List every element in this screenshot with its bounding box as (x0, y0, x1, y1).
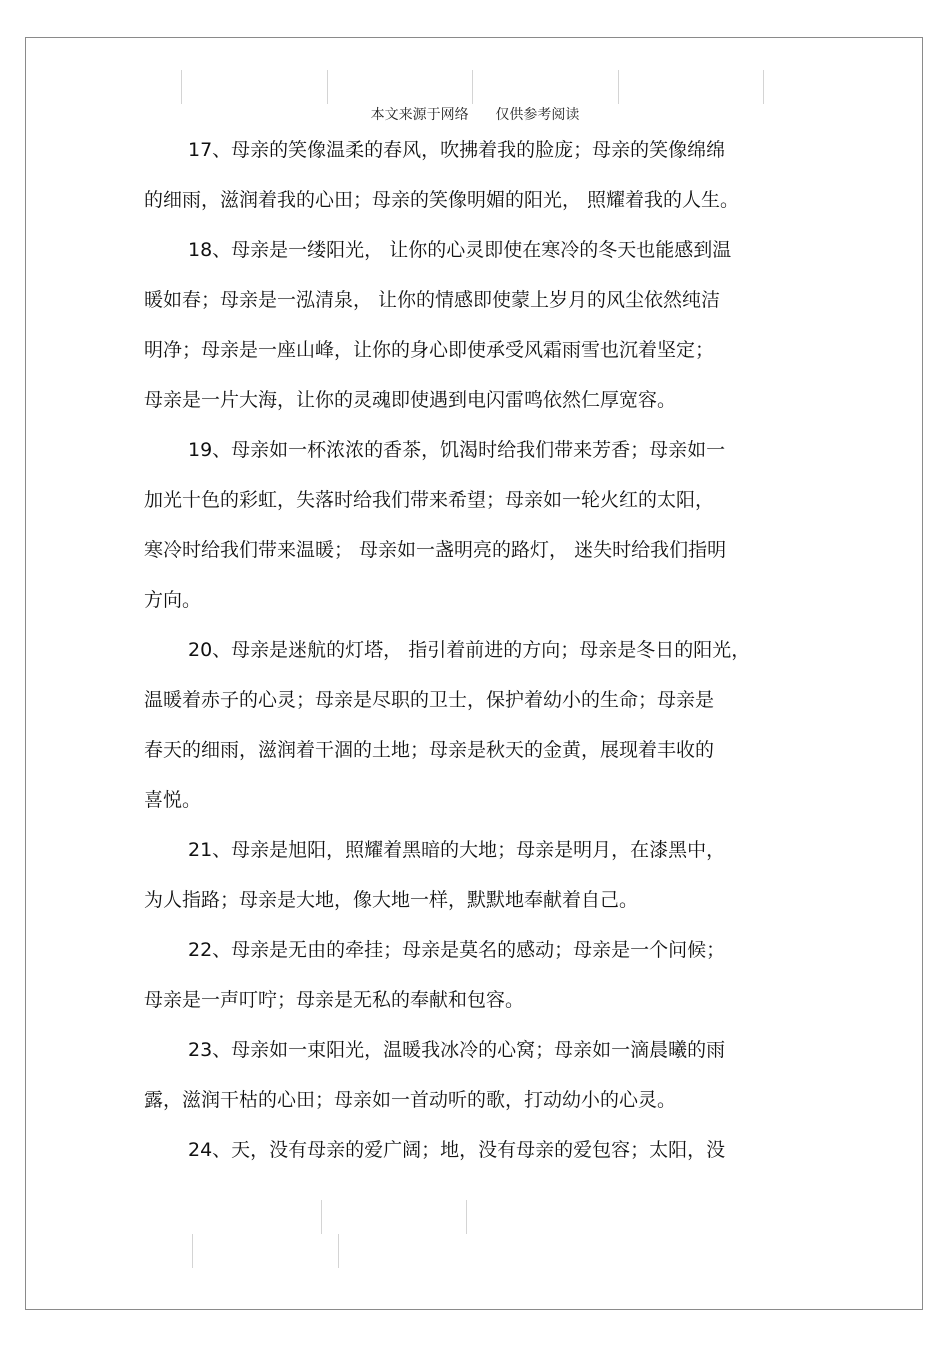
top-guide-line (472, 70, 473, 104)
text-line: 的细雨，滋润着我的心田；母亲的笑像明媚的阳光， 照耀着我的人生。 (144, 189, 740, 211)
text-line: 明净；母亲是一座山峰，让你的身心即使承受风霜雨雪也沉着坚定； (144, 339, 715, 361)
text-line: 露，滋润干枯的心田；母亲如一首动听的歌，打动幼小的心灵。 (144, 1089, 677, 1111)
text-line: 17、母亲的笑像温柔的春风，吹拂着我的脸庞；母亲的笑像绵绵 (188, 139, 726, 161)
bottom-guide-line (321, 1200, 322, 1234)
page-frame (25, 37, 923, 1310)
text-line: 18、母亲是一缕阳光， 让你的心灵即使在寒冷的冬天也能感到温 (188, 239, 732, 261)
text-line: 暖如春；母亲是一泓清泉， 让你的情感即使蒙上岁月的风尘依然纯洁 (144, 289, 721, 311)
bottom-guide-line (192, 1234, 193, 1268)
text-line: 方向。 (144, 589, 202, 611)
text-line: 温暖着赤子的心灵；母亲是尽职的卫士，保护着幼小的生命；母亲是 (144, 689, 715, 711)
text-line: 22、母亲是无由的牵挂；母亲是莫名的感动；母亲是一个问候； (188, 939, 726, 961)
top-guide-line (181, 70, 182, 104)
source-note: 本文来源于网络 仅供参考阅读 (370, 107, 580, 123)
text-line: 春天的细雨，滋润着干涸的土地；母亲是秋天的金黄，展现着丰收的 (144, 739, 715, 761)
text-line: 20、母亲是迷航的灯塔， 指引着前进的方向；母亲是冬日的阳光， (188, 639, 751, 661)
bottom-guide-line (338, 1234, 339, 1268)
text-line: 24、天，没有母亲的爱广阔；地，没有母亲的爱包容；太阳，没 (188, 1139, 726, 1161)
text-line: 母亲是一声叮咛；母亲是无私的奉献和包容。 (144, 989, 525, 1011)
bottom-guide-line (466, 1200, 467, 1234)
top-guide-line (618, 70, 619, 104)
top-guide-line (327, 70, 328, 104)
text-line: 寒冷时给我们带来温暖； 母亲如一盏明亮的路灯， 迷失时给我们指明 (144, 539, 727, 561)
text-line: 为人指路；母亲是大地，像大地一样，默默地奉献着自己。 (144, 889, 639, 911)
top-guide-line (763, 70, 764, 104)
text-line: 喜悦。 (144, 789, 202, 811)
text-line: 加光十色的彩虹，失落时给我们带来希望；母亲如一轮火红的太阳， (144, 489, 715, 511)
text-line: 23、母亲如一束阳光，温暖我冰冷的心窝；母亲如一滴晨曦的雨 (188, 1039, 726, 1061)
text-line: 19、母亲如一杯浓浓的香茶，饥渴时给我们带来芳香；母亲如一 (188, 439, 726, 461)
text-line: 母亲是一片大海，让你的灵魂即使遇到电闪雷鸣依然仁厚宽容。 (144, 389, 677, 411)
text-line: 21、母亲是旭阳，照耀着黑暗的大地；母亲是明月，在漆黑中， (188, 839, 726, 861)
